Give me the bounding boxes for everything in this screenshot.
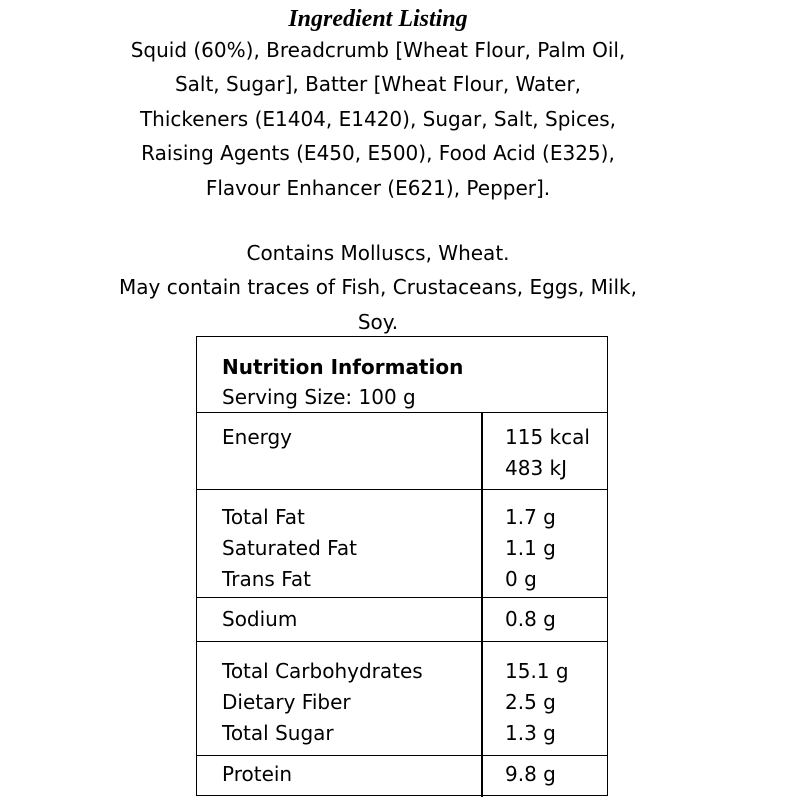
- table-row: [197, 604, 607, 635]
- protein-section: [197, 756, 607, 797]
- table-row: [197, 687, 607, 718]
- nutrition-header: [197, 337, 607, 413]
- sodium-section: [197, 598, 607, 642]
- trans-fat-value: 0 g: [505, 567, 537, 591]
- ingredients-line: Squid (60%), Breadcrumb [Wheat Flour, Palm Oil,: [130, 38, 626, 62]
- ingredients-line: Salt, Sugar], Batter [Wheat Flour, Water,: [174, 72, 582, 97]
- energy-label: Energy: [222, 425, 293, 449]
- table-row: [197, 502, 607, 533]
- allergen-statement: [0, 236, 756, 339]
- protein-label: Protein: [222, 762, 293, 786]
- energy-kj-value: 483 kJ: [505, 456, 568, 480]
- contains-statement: Contains Molluscs, Wheat.: [246, 241, 510, 265]
- ingredients-text: [0, 33, 756, 205]
- trans-fat-label: Trans Fat: [222, 567, 311, 591]
- total-sugar-label: Total Sugar: [222, 721, 334, 745]
- ingredient-listing-title: Ingredient Listing: [288, 6, 468, 32]
- ingredients-line: Flavour Enhancer (E621), Pepper].: [205, 175, 551, 200]
- energy-kcal-value: 115 kcal: [505, 425, 590, 449]
- table-row: [197, 533, 607, 564]
- total-sugar-value: 1.3 g: [505, 721, 556, 745]
- may-contain-statement-continued: Soy.: [357, 309, 399, 334]
- table-row: [197, 718, 607, 749]
- sodium-label: Sodium: [222, 607, 298, 631]
- fat-section: [197, 490, 607, 598]
- saturated-fat-value: 1.1 g: [505, 536, 556, 560]
- may-contain-statement: May contain traces of Fish, Crustaceans, Eggs, Milk,: [119, 275, 637, 300]
- sodium-value: 0.8 g: [505, 607, 556, 631]
- ingredients-line: Thickeners (E1404, E1420), Sugar, Salt, Spices,: [139, 106, 617, 131]
- energy-section: [197, 413, 607, 490]
- table-row: [197, 564, 607, 595]
- dietary-fiber-value: 2.5 g: [505, 690, 556, 714]
- total-carbohydrates-value: 15.1 g: [505, 659, 569, 683]
- protein-value: 9.8 g: [505, 762, 556, 786]
- nutrition-table: [196, 336, 608, 796]
- saturated-fat-label: Saturated Fat: [222, 536, 357, 560]
- serving-size: Serving Size: 100 g: [222, 385, 416, 409]
- carbohydrates-section: [197, 642, 607, 756]
- nutrition-title: Nutrition Information: [222, 355, 464, 379]
- dietary-fiber-label: Dietary Fiber: [222, 690, 351, 714]
- total-carbohydrates-label: Total Carbohydrates: [222, 659, 423, 683]
- ingredients-line: Raising Agents (E450, E500), Food Acid (E325),: [141, 141, 615, 166]
- table-row: [197, 453, 607, 484]
- total-fat-label: Total Fat: [222, 505, 305, 529]
- table-row: [197, 759, 607, 790]
- table-row: [197, 656, 607, 687]
- table-row: [197, 422, 607, 453]
- total-fat-value: 1.7 g: [505, 505, 556, 529]
